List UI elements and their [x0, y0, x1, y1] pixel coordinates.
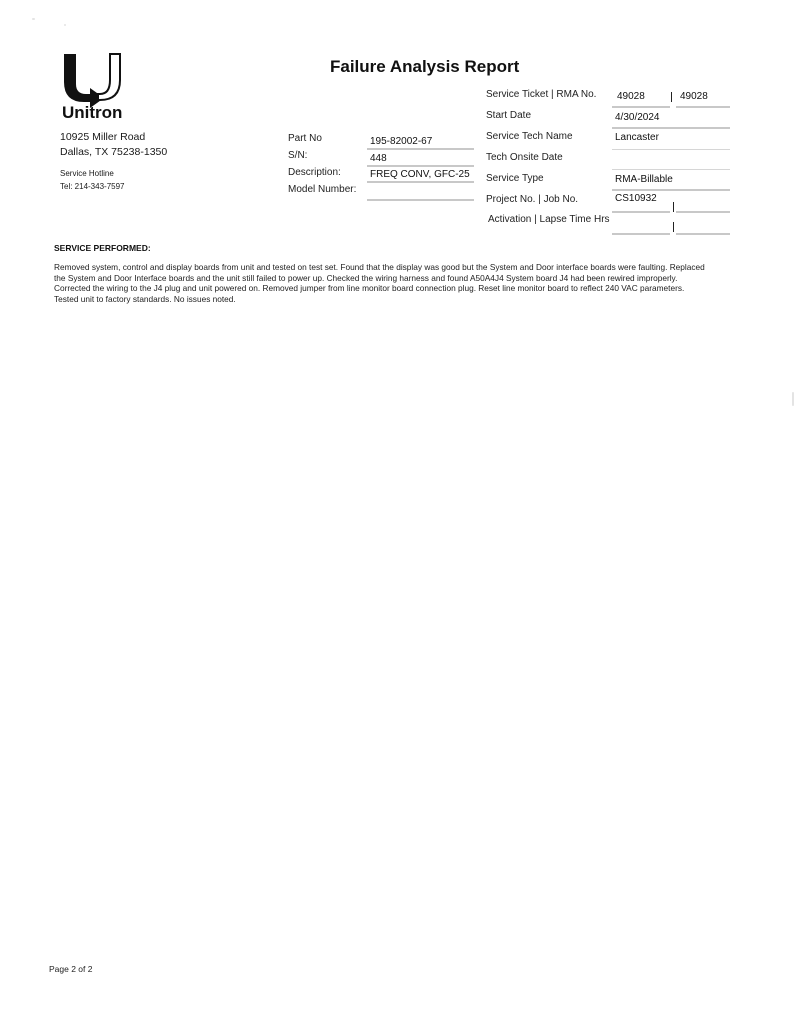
service-line: Removed system, control and display boards from unit and tested on test set. Found that the display was good but the System and Door interface boards were faulting. Replaced	[54, 262, 705, 272]
activation-underline	[612, 233, 670, 235]
project-underline	[612, 211, 670, 213]
separator-bar	[671, 92, 672, 102]
service-line: Corrected the wiring to the J4 plug and unit powered on. Removed jumper from line monitor board connection plug. Reset line monitor board to reflect 240 VAC parameters.	[54, 283, 685, 293]
part-no-underline	[367, 148, 474, 150]
ticket-value: 49028	[617, 91, 645, 102]
start-date-value: 4/30/2024	[615, 112, 660, 123]
service-line: the System and Door Interface boards and the unit still failed to power up. Checked the wiring harness and found A50A4J4 System board J4 had been rewired improperly.	[54, 272, 678, 283]
description-value: FREQ CONV, GFC-25	[370, 169, 470, 180]
unitron-logo-icon	[60, 50, 130, 108]
onsite-date-label: Tech Onsite Date	[486, 152, 563, 163]
service-type-value: RMA-Billable	[615, 174, 673, 185]
service-performed-text	[54, 262, 744, 304]
tech-name-value: Lancaster	[615, 132, 659, 143]
start-date-underline	[612, 127, 730, 129]
hotline-tel: Tel: 214-343-7597	[60, 182, 125, 191]
description-label: Description:	[288, 167, 341, 178]
description-underline	[367, 181, 474, 183]
model-label: Model Number:	[288, 184, 357, 195]
scan-speck	[792, 392, 794, 406]
project-label: Project No. | Job No.	[486, 194, 579, 205]
service-type-underline	[612, 189, 730, 191]
part-no-label: Part No	[288, 133, 322, 144]
scan-speck	[32, 18, 35, 20]
separator-bar	[673, 202, 674, 212]
model-underline	[367, 199, 474, 201]
separator-bar	[673, 222, 674, 232]
service-performed-heading: SERVICE PERFORMED:	[54, 243, 151, 253]
onsite-date-underline	[612, 169, 730, 170]
company-name: Unitron	[62, 103, 123, 122]
address-line-2: Dallas, TX 75238-1350	[60, 146, 168, 158]
address-line-1: 10925 Miller Road	[60, 131, 146, 143]
ticket-label: Service Ticket | RMA No.	[486, 89, 597, 100]
hotline-label: Service Hotline	[60, 169, 114, 178]
part-no-value: 195-82002-67	[370, 136, 433, 147]
service-line: Tested unit to factory standards. No issues noted.	[54, 293, 236, 304]
rma-value: 49028	[680, 91, 708, 102]
activation-label: Activation | Lapse Time Hrs	[488, 214, 610, 225]
report-title: Failure Analysis Report	[330, 57, 520, 76]
lapse-underline	[676, 233, 730, 235]
sn-underline	[367, 165, 474, 167]
page-number: Page 2 of 2	[49, 964, 93, 974]
start-date-label: Start Date	[486, 110, 532, 121]
sn-value: 448	[370, 153, 387, 164]
tech-name-label: Service Tech Name	[486, 131, 573, 142]
ticket-underline	[612, 106, 670, 108]
rma-underline	[676, 106, 730, 108]
job-underline	[676, 211, 730, 213]
project-value: CS10932	[615, 193, 657, 204]
tech-name-underline	[612, 149, 730, 150]
sn-label: S/N:	[288, 150, 308, 161]
scan-speck	[64, 24, 66, 26]
service-type-label: Service Type	[486, 173, 544, 184]
